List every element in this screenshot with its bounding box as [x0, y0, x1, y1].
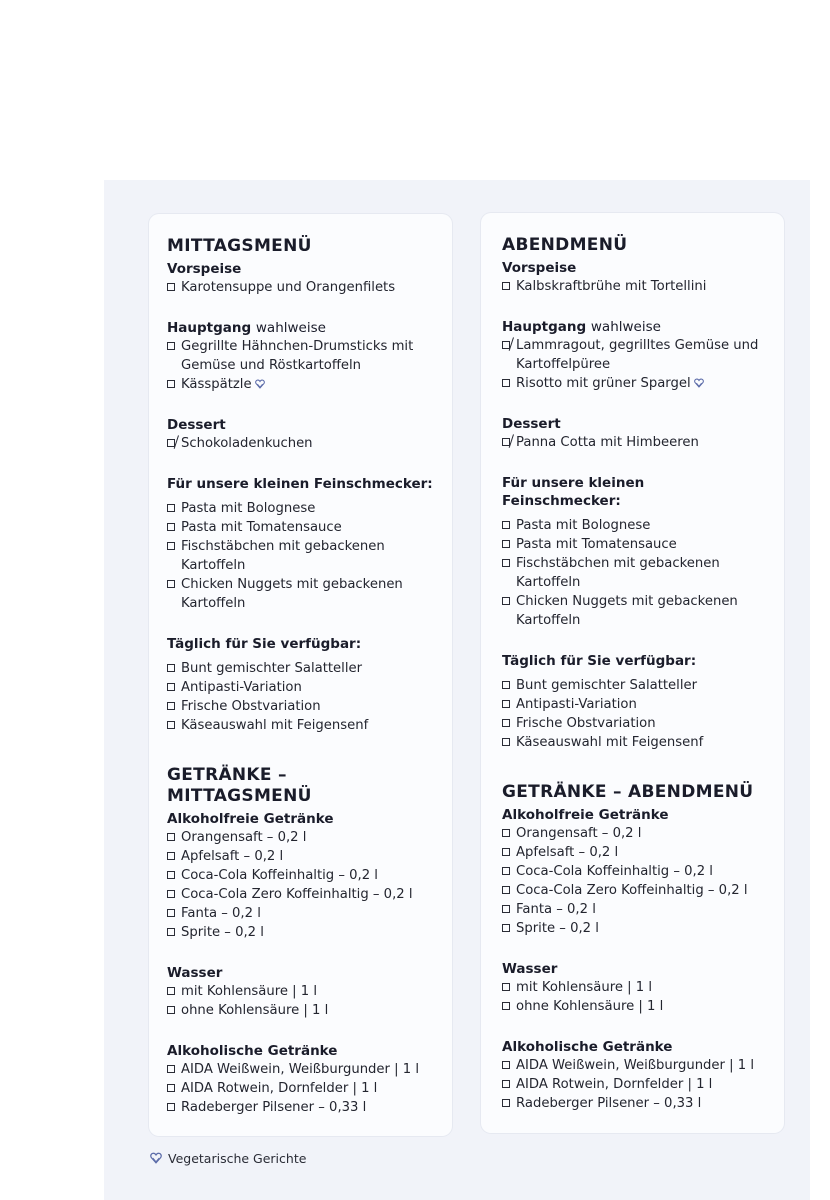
- list-item: Panna Cotta mit Himbeeren: [502, 433, 766, 452]
- checkbox[interactable]: [167, 1006, 175, 1014]
- checkbox[interactable]: [167, 890, 175, 898]
- checkbox[interactable]: [502, 886, 510, 894]
- checkbox[interactable]: [167, 909, 175, 917]
- section-title: Vorspeise: [167, 261, 242, 277]
- list-item: Pasta mit Bolognese: [502, 516, 766, 535]
- dinner-menu-title: ABENDMENÜ: [502, 235, 628, 255]
- checkbox[interactable]: [502, 1061, 510, 1069]
- list-item: Bunt gemischter Salatteller: [167, 659, 434, 678]
- list-item: Chicken Nuggets mit gebackenen Kartoffeln: [502, 592, 766, 630]
- checkbox[interactable]: [502, 1099, 510, 1107]
- lunch-dessert-section: [167, 416, 434, 453]
- checkbox[interactable]: [167, 504, 175, 512]
- list-item: Chicken Nuggets mit gebackenen Kartoffeln: [167, 575, 434, 613]
- dinner-daily-section: [502, 652, 766, 752]
- checkbox-checked[interactable]: [502, 438, 510, 446]
- section-title: Alkoholfreie Getränke: [502, 807, 669, 823]
- dinner-main-section: [502, 318, 766, 393]
- lunch-drinks-title: GETRÄNKE – MITTAGSMENÜ: [167, 765, 312, 806]
- section-title: Täglich für Sie verfügbar:: [502, 653, 697, 669]
- list-item: Sprite – 0,2 l: [167, 923, 434, 942]
- lunch-starter-section: [167, 260, 434, 297]
- list-item: Fanta – 0,2 l: [167, 904, 434, 923]
- checkbox[interactable]: [502, 905, 510, 913]
- list-item: Sprite – 0,2 l: [502, 919, 766, 938]
- list-item: Fischstäbchen mit gebackenen Kartoffeln: [502, 554, 766, 592]
- lunch-kids-section: [167, 475, 434, 613]
- section-title: Wasser: [502, 961, 558, 977]
- checkbox-checked[interactable]: [502, 341, 510, 349]
- list-item: Coca-Cola Koffeinhaltig – 0,2 l: [502, 862, 766, 881]
- section-title: Für unsere kleinen Feinschmecker:: [167, 476, 433, 492]
- dinner-water-section: [502, 960, 766, 1016]
- checkbox[interactable]: [167, 833, 175, 841]
- list-item: AIDA Weißwein, Weißburgunder | 1 l: [502, 1056, 766, 1075]
- list-item: AIDA Rotwein, Dornfelder | 1 l: [502, 1075, 766, 1094]
- checkbox[interactable]: [502, 867, 510, 875]
- list-item: Orangensaft – 0,2 l: [167, 828, 434, 847]
- section-title: Dessert: [167, 417, 226, 433]
- list-item: Bunt gemischter Salatteller: [502, 676, 766, 695]
- lunch-menu-card: [149, 214, 452, 1136]
- list-item: Schokoladenkuchen: [167, 434, 434, 453]
- checkbox[interactable]: [502, 924, 510, 932]
- dinner-dessert-section: [502, 415, 766, 452]
- list-item: Käseauswahl mit Feigensenf: [502, 733, 766, 752]
- section-title: Wasser: [167, 965, 223, 981]
- checkbox[interactable]: [502, 681, 510, 689]
- checkbox[interactable]: [167, 852, 175, 860]
- legend-label: Vegetarische Gerichte: [168, 1151, 307, 1166]
- list-item: ohne Kohlensäure | 1 l: [502, 997, 766, 1016]
- list-item: Coca-Cola Koffeinhaltig – 0,2 l: [167, 866, 434, 885]
- checkbox[interactable]: [502, 559, 510, 567]
- checkbox[interactable]: [167, 542, 175, 550]
- checkbox[interactable]: [167, 380, 175, 388]
- checkbox[interactable]: [167, 928, 175, 936]
- checkbox[interactable]: [167, 683, 175, 691]
- list-item: Apfelsaft – 0,2 l: [167, 847, 434, 866]
- checkbox[interactable]: [167, 721, 175, 729]
- list-item: mit Kohlensäure | 1 l: [502, 978, 766, 997]
- list-item: mit Kohlensäure | 1 l: [167, 982, 434, 1001]
- list-item: Kalbskraftbrühe mit Tortellini: [502, 277, 766, 296]
- section-title: Alkoholfreie Getränke: [167, 811, 334, 827]
- checkbox[interactable]: [502, 1080, 510, 1088]
- dinner-kids-section: [502, 474, 766, 630]
- list-item: Orangensaft – 0,2 l: [502, 824, 766, 843]
- section-title: Alkoholische Getränke: [167, 1043, 338, 1059]
- dinner-menu-card: [481, 213, 784, 1133]
- list-item: Coca-Cola Zero Koffeinhaltig – 0,2 l: [167, 885, 434, 904]
- section-title: Vorspeise: [502, 260, 577, 276]
- list-item: Fischstäbchen mit gebackenen Kartoffeln: [167, 537, 434, 575]
- checkbox[interactable]: [502, 540, 510, 548]
- checkbox[interactable]: [502, 829, 510, 837]
- checkbox[interactable]: [167, 1084, 175, 1092]
- list-item: Coca-Cola Zero Koffeinhaltig – 0,2 l: [502, 881, 766, 900]
- lunch-water-section: [167, 964, 434, 1020]
- checkbox[interactable]: [167, 664, 175, 672]
- list-item: Pasta mit Tomatensauce: [502, 535, 766, 554]
- checkbox[interactable]: [502, 521, 510, 529]
- checkbox[interactable]: [167, 342, 175, 350]
- heart-icon: [255, 379, 265, 389]
- list-item: Lammragout, gegrilltes Gemüse und Kartoffelpüree: [502, 336, 766, 374]
- list-item: AIDA Weißwein, Weißburgunder | 1 l: [167, 1060, 434, 1079]
- list-item: AIDA Rotwein, Dornfelder | 1 l: [167, 1079, 434, 1098]
- heart-icon: [694, 378, 704, 388]
- checkbox[interactable]: [167, 580, 175, 588]
- checkbox[interactable]: [167, 1103, 175, 1111]
- checkbox[interactable]: [502, 983, 510, 991]
- list-item: Pasta mit Tomatensauce: [167, 518, 434, 537]
- section-title: Hauptgang wahlweise: [502, 319, 661, 335]
- checkbox[interactable]: [167, 283, 175, 291]
- list-item: Frische Obstvariation: [167, 697, 434, 716]
- list-item: Pasta mit Bolognese: [167, 499, 434, 518]
- checkbox[interactable]: [502, 700, 510, 708]
- list-item: Fanta – 0,2 l: [502, 900, 766, 919]
- checkbox[interactable]: [167, 1065, 175, 1073]
- checkbox-checked[interactable]: [167, 439, 175, 447]
- list-item: Karotensuppe und Orangenfilets: [167, 278, 434, 297]
- checkbox[interactable]: [502, 719, 510, 727]
- lunch-alcohol-section: [167, 1042, 434, 1117]
- checkbox[interactable]: [502, 379, 510, 387]
- checkbox[interactable]: [167, 987, 175, 995]
- lunch-main-section: [167, 319, 434, 394]
- list-item: Apfelsaft – 0,2 l: [502, 843, 766, 862]
- list-item: Gegrillte Hähnchen-Drumsticks mit Gemüse und Röstkartoffeln: [167, 337, 434, 375]
- checkbox[interactable]: [502, 282, 510, 290]
- section-title: Alkoholische Getränke: [502, 1039, 673, 1055]
- section-title: Hauptgang wahlweise: [167, 320, 326, 336]
- section-title: Für unsere kleinen Feinschmecker:: [502, 475, 645, 509]
- checkbox[interactable]: [502, 848, 510, 856]
- list-item: Kässpätzle: [167, 375, 434, 394]
- legend: [150, 1151, 306, 1166]
- list-item: Käseauswahl mit Feigensenf: [167, 716, 434, 735]
- lunch-daily-section: [167, 635, 434, 735]
- list-item: Antipasti-Variation: [167, 678, 434, 697]
- list-item: ohne Kohlensäure | 1 l: [167, 1001, 434, 1020]
- list-item: Risotto mit grüner Spargel: [502, 374, 766, 393]
- checkbox[interactable]: [502, 738, 510, 746]
- list-item: Antipasti-Variation: [502, 695, 766, 714]
- dinner-soft-drinks-section: [502, 806, 766, 938]
- checkbox[interactable]: [167, 871, 175, 879]
- dinner-alcohol-section: [502, 1038, 766, 1113]
- checkbox[interactable]: [502, 597, 510, 605]
- list-item: Radeberger Pilsener – 0,33 l: [502, 1094, 766, 1113]
- checkbox[interactable]: [167, 523, 175, 531]
- dinner-drinks-title: GETRÄNKE – ABENDMENÜ: [502, 782, 754, 802]
- section-title: Dessert: [502, 416, 561, 432]
- lunch-menu-title: MITTAGSMENÜ: [167, 236, 312, 256]
- dinner-starter-section: [502, 259, 766, 296]
- list-item: Frische Obstvariation: [502, 714, 766, 733]
- lunch-soft-drinks-section: [167, 810, 434, 942]
- section-title: Täglich für Sie verfügbar:: [167, 636, 362, 652]
- checkbox[interactable]: [167, 702, 175, 710]
- heart-icon: [150, 1152, 162, 1164]
- checkbox[interactable]: [502, 1002, 510, 1010]
- list-item: Radeberger Pilsener – 0,33 l: [167, 1098, 434, 1117]
